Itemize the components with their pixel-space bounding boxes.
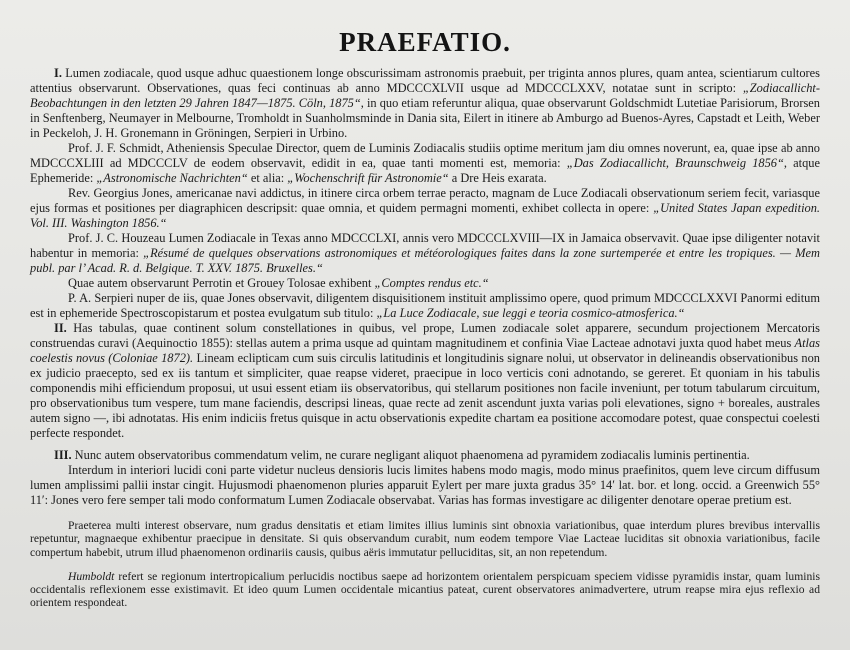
paragraph-9 xyxy=(30,463,820,508)
paragraph-8-text: Nunc autem observatoribus commendatum velim, ne curare negligant aliquot phaenomena ad pyramidem zodiacalis luminis pertinentia. xyxy=(71,448,750,462)
paragraph-10-text: Praeterea multi interest observare, num gradus densitatis et etiam limites illius luminis sint obnoxia variationibus, quae interdum plures brevibus intervallis repetuntur, magnaeque exhibentur praecipue in densitate. Si quis observandum curabit, num eodem tempore Viae Lacteae luciditas sit obnoxia variationibus, facile compertum habebit, utrum illud phaenomenon ordinariis causis, quibus aëris immutatur pelluciditas, sit, an non repetendum. xyxy=(30,519,820,559)
paragraph-5-citation: „Comptes rendus etc.“ xyxy=(374,276,489,290)
paragraph-11-text: refert se regionum intertropicalium perlucidis noctibus saepe ad horizontem orientalem perspicuam speciem vidisse pyramidis instar, quam luminis occidentalis reflexionem esse existimavit. Et ideo quum Lumen occidentale micantius pateat, curent observatores animadvertere, utrum reapse mira ejus reflexio ad orientem respondeat. xyxy=(30,569,820,610)
paragraph-5 xyxy=(30,276,820,291)
paragraph-7 xyxy=(30,321,820,441)
section-number-2: II. xyxy=(54,321,67,335)
paragraph-11-author: Humboldt xyxy=(68,569,115,583)
section-number-3: III. xyxy=(54,448,72,462)
spacer xyxy=(30,508,820,519)
paragraph-7-text-b: Lineam eclipticam cum suis circulis latitudinis et longitudinis signare nolui, ut observator in delineandis observationibus non ex judicio praecepto, sed ex iis tantum et simpliciter, quae reapse videret, praecipue in loco verticis coni adnotando, se gereret. Et quoniam in his tabulis componendis mihi efficiendum proposui, ut usui essent etiam iis observatoribus, qui stellarum positiones non facile inveniunt, per totum tabularum circuitum, pro observationibus tum vespere, tum mane faciendis, descripsi lineas, quae recte ad zenit ascendunt juxta varias poli elevationes, signo + boreales, australes autem signo —, ibi adnotatas. His enim indiciis fretus quisque in actu observationis expedite chartam ea positione accomodare potest, quae conspectui coelesti perfecte respondet. xyxy=(30,351,820,440)
paragraph-2-citation-a: „Das Zodiacallicht, Braunschweig 1856“ xyxy=(566,156,784,170)
paragraph-3-citation: „United States Japan expedition. Vol. III. Washington 1856.“ xyxy=(30,201,820,230)
paragraph-3 xyxy=(30,186,820,231)
paragraph-4-text-a: Prof. J. C. Houzeau Lumen Zodiacale in Texas anno MDCCCLXI, annis vero MDCCCLXVIII—IX in Jamaica observavit. Quae ipse diligenter notavit habentur in memoria: xyxy=(30,231,820,260)
paragraph-7-citation: Atlas coelestis novus (Coloniae 1872). xyxy=(30,336,820,365)
paragraph-2-text-b: , atque Ephemeride: xyxy=(30,156,821,185)
spacer xyxy=(30,559,820,570)
paragraph-6 xyxy=(30,291,820,321)
paragraph-4-citation: „Résumé de quelques observations astronomiques et météorologiques faites dans la zone surtemperée et entre les tropiques. — Mem publ. par l’ Acad. R. d. Belgique. T. XXV. 1875. Bruxelles.“ xyxy=(30,246,820,275)
paragraph-2 xyxy=(30,141,820,186)
section-number-1: I. xyxy=(54,66,62,80)
paragraph-2-text-c: et alia: xyxy=(247,171,288,185)
preface-body xyxy=(30,66,820,610)
page-title: PRAEFATIO. xyxy=(339,27,511,57)
paragraph-10 xyxy=(30,519,820,559)
paragraph-2-text-d: a Dre Heis exarata. xyxy=(448,171,547,185)
paragraph-1-text-b: , in quo etiam referuntur aliqua, quae observarunt Goldschmidt Lutetiae Parisiorum, Brorsen in Senftenberg, Neumayer in Melbourne, Tromholdt in Suanholmsminde in Dania sita, Eilert in itinere ab Amburgo ad Buenos-Ayres, Capstadt et Leith, Weber in Peckeloh, J. H. Gronemann in Gröningen, Serpieri in Urbino. xyxy=(30,96,820,140)
paragraph-1-citation: „Zodiacallicht-Beobachtungen in den letzten 29 Jahren 1847—1875. Cöln, 1875“ xyxy=(30,81,820,110)
paragraph-6-citation: „La Luce Zodiacale, sue leggi e teoria cosmico-atmosferica.“ xyxy=(376,306,685,320)
paragraph-5-text-a: Quae autem observarunt Perrotin et Grouey Tolosae exhibent xyxy=(68,276,375,290)
paragraph-6-text-a: P. A. Serpieri nuper de iis, quae Jones observavit, diligentem disquisitionem instituit amplissimo opere, quod primum MDCCCLXXVI Panormi editum est in ephemeride Spectroscopistarum et postea evulgatum sub titulo: xyxy=(30,291,820,320)
paragraph-11 xyxy=(30,570,820,610)
paragraph-4 xyxy=(30,231,820,276)
paragraph-1-text-a: Lumen zodiacale, quod usque adhuc quaestionem longe obscurissimam astronomis praebuit, per triginta annos plures, quam antea, scientiarum cultores attentius observarunt. Observationes, quas feci continuas ab anno MDCCCXLVII usque ad MDCCCLXXV, notatae sunt in scripto: xyxy=(30,66,820,95)
paragraph-2-citation-b: „Astronomische Nachrichten“ xyxy=(96,171,248,185)
paragraph-2-citation-c: „Wochenschrift für Astronomie“ xyxy=(287,171,449,185)
paragraph-9-text: Interdum in interiori lucidi coni parte videtur nucleus densioris lucis limites habens modo magis, modo minus praefinitos, quem leve circum diffusum lumen amplissimi pallii instar cingit. Hujusmodi phaenomenon pluries apparuit Eylert per mare juxta gradus 35° 14′ lat. bor. et long. occid. a Greenwich 55° 11′: Jones vero fere semper tali modo conformatum Lumen Zodiacale observabat. Varias has formas investigare ac diligenter denotare operae pretium est. xyxy=(30,463,820,507)
paragraph-1 xyxy=(30,66,820,141)
paragraph-3-text-a: Rev. Georgius Jones, americanae navi addictus, in itinere circa orbem terrae peracto, magnam de Luce Zodiacali observationum seriem fecit, variasque ejus formas et positiones per diagraphicen descripsit: quae omnia, et quidem permagni momenti, exhibet collecta in opere: xyxy=(30,186,820,215)
paragraph-7-text-a: Has tabulas, quae continent solum constellationes in quibus, vel prope, Lumen zodiacale solet apparere, secundum projectionem Mercatoris construendas curavi (Aequinoctio 1855): stellas autem a prima usque ad quintam magnitudinem et confinia Viae Lacteae adnotavi juxta quod habet meus xyxy=(30,321,820,350)
paragraph-2-text-a: Prof. J. F. Schmidt, Atheniensis Speculae Director, quem de Luminis Zodiacalis studiis optime meritum jam diu omnes noverunt, ea, quae ipse ab anno MDCCCXLIII ad MDCCCLV de eodem observavit, edidit in ea, quae tanti momenti est, memoria: xyxy=(30,141,820,170)
paragraph-8 xyxy=(30,448,820,463)
spacer xyxy=(30,441,820,448)
